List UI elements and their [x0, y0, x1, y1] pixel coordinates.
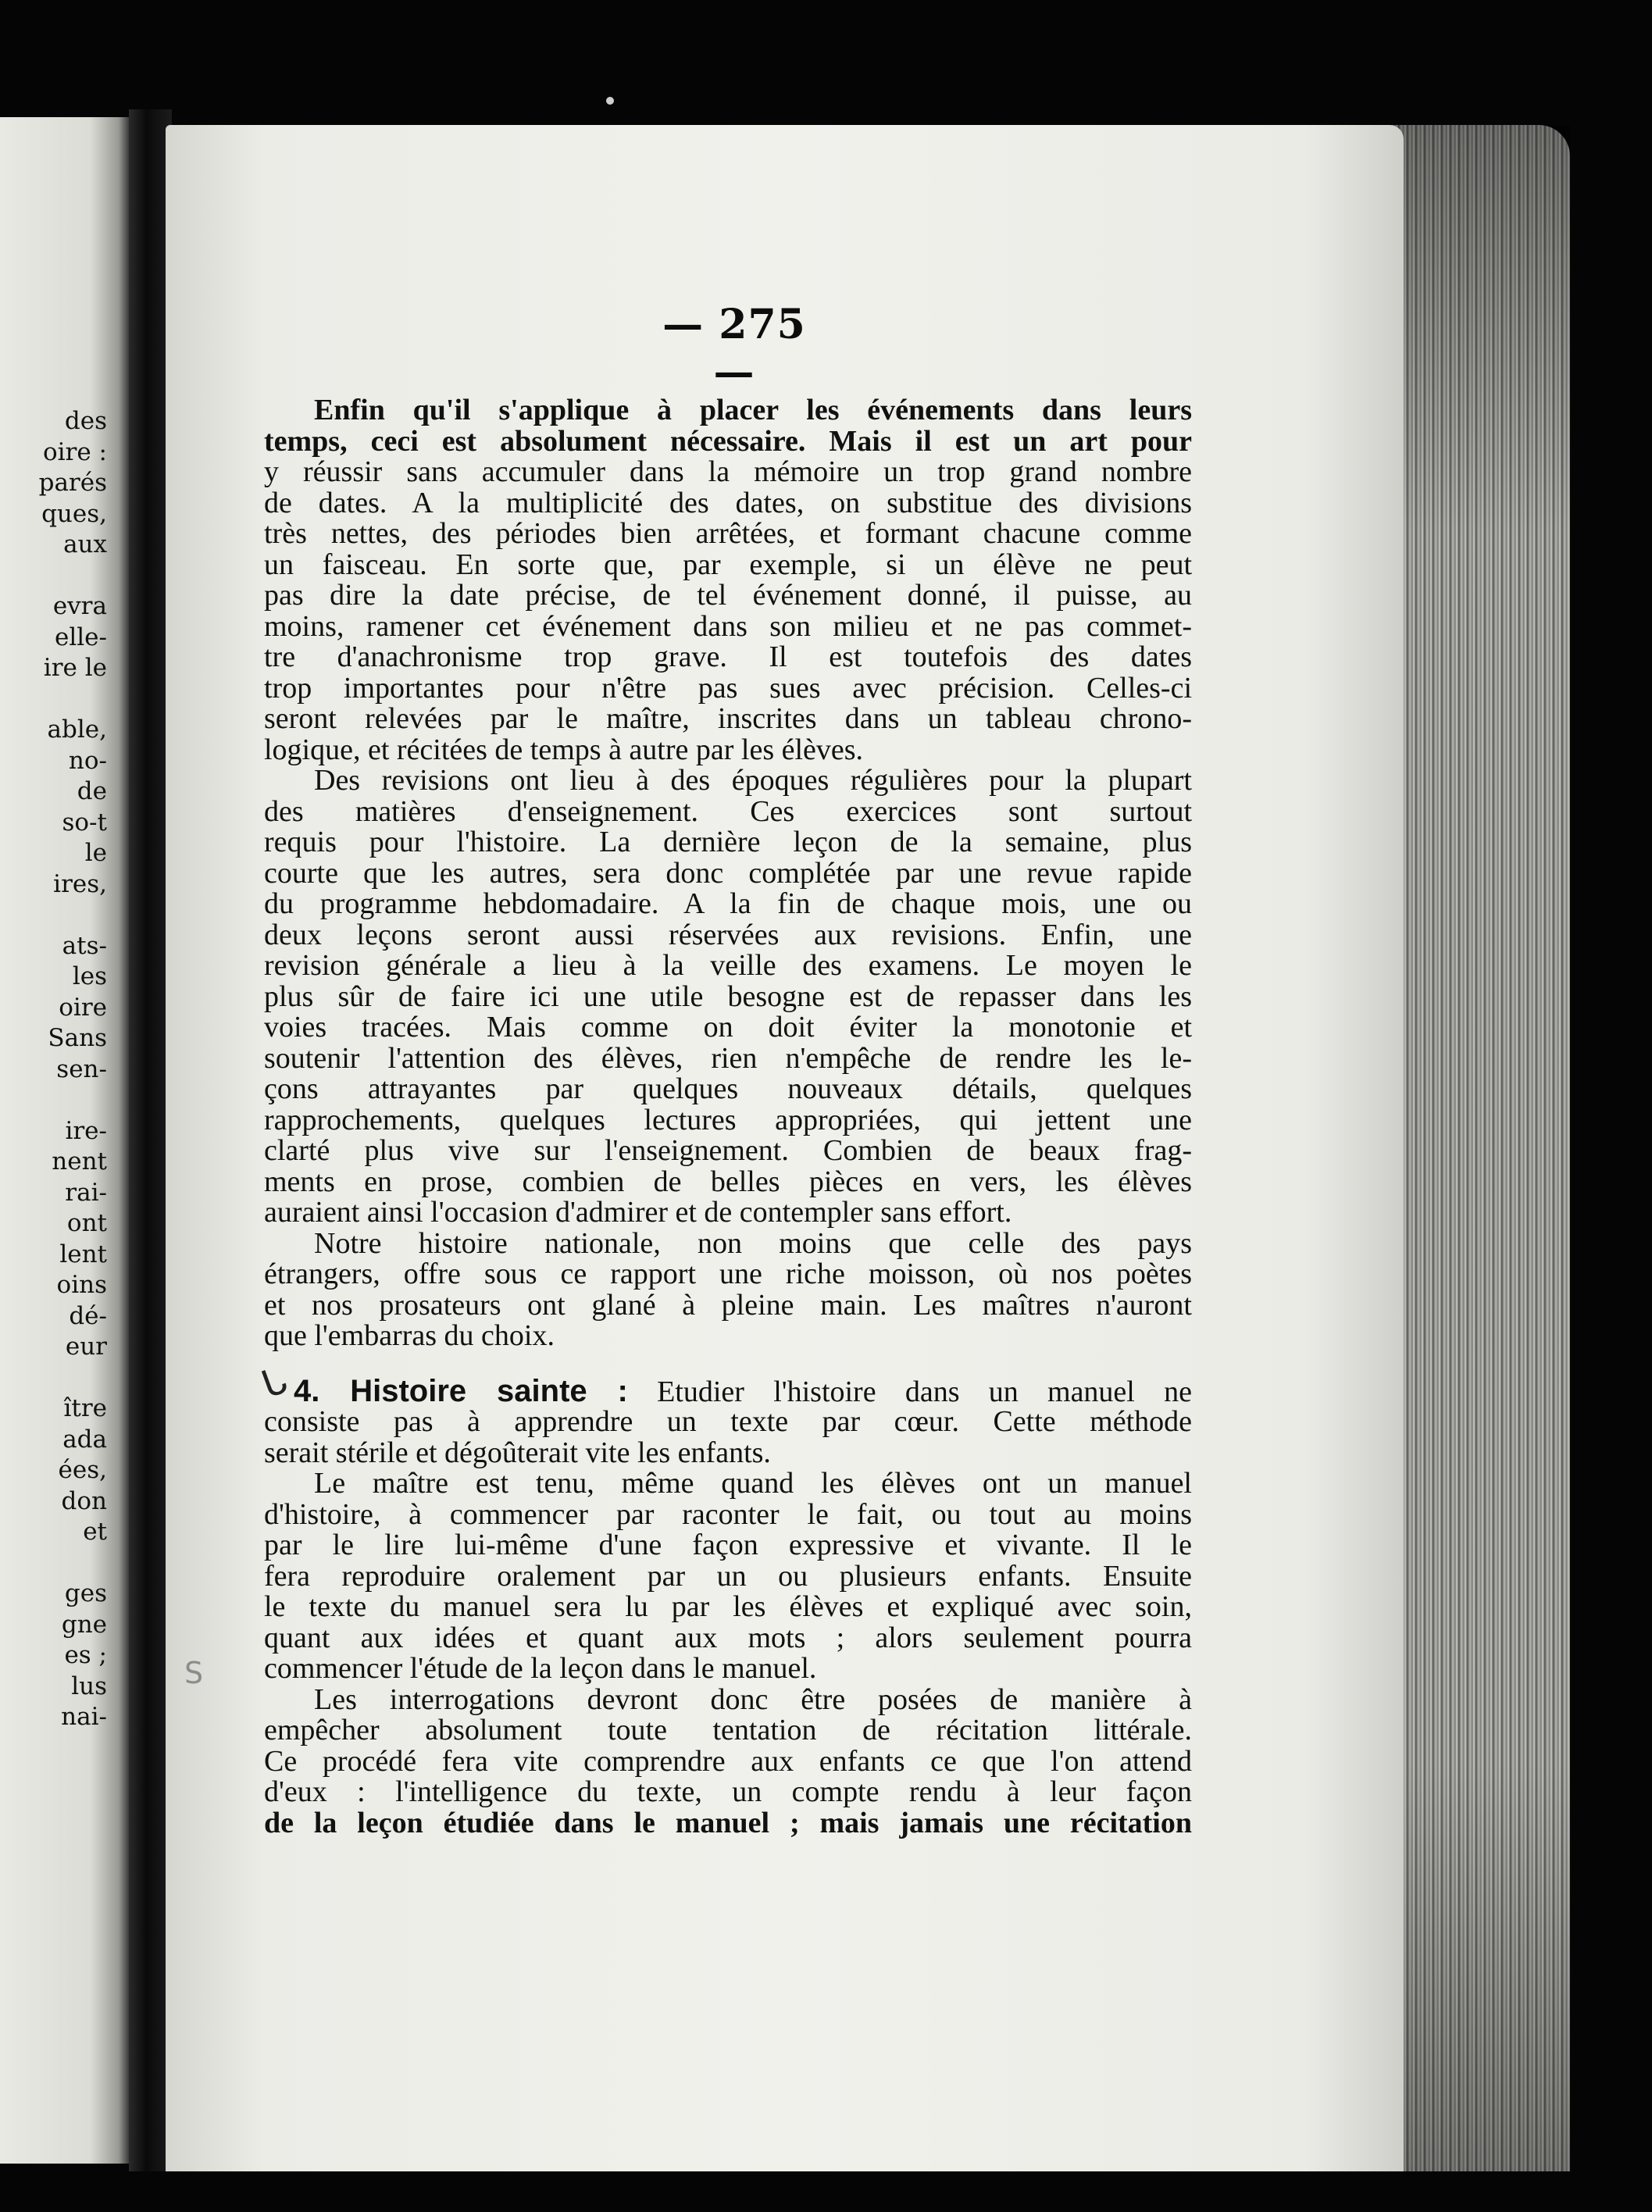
left-page-line: eur	[65, 1333, 107, 1361]
text-line: Des revisions ont lieu à des époques régulières pour la plupart	[314, 764, 1192, 797]
left-page-line: des	[64, 407, 107, 435]
left-page-line: ada	[62, 1425, 107, 1454]
text-line: consiste pas à apprendre un texte par cœur. Cette méthode	[264, 1405, 1192, 1438]
text-line: très nettes, des périodes bien arrêtées, et formant chacune comme	[264, 517, 1192, 550]
left-page-line: es ;	[64, 1641, 107, 1669]
pencil-mark: S	[184, 1656, 204, 1690]
text-line: seront relevées par le maître, inscrites dans un tableau chrono-	[264, 702, 1192, 735]
text-line: et nos prosateurs ont glané à pleine main. Les maîtres n'auront	[264, 1288, 1192, 1322]
left-page-line	[39, 900, 107, 931]
left-page-line: ées,	[58, 1456, 107, 1484]
left-page-line: gne	[61, 1610, 107, 1639]
left-page-line: ire le	[43, 654, 107, 682]
text-line: deux leçons seront aussi réservées aux revisions. Enfin, une	[264, 918, 1192, 951]
text-line: empêcher absolument toute tentation de récitation littérale.	[264, 1714, 1192, 1746]
text-line: voies tracées. Mais comme on doit éviter la monotonie et	[264, 1011, 1192, 1044]
text-line: tre d'anachronisme trop grave. Il est toutefois des dates	[264, 640, 1192, 673]
left-page-line	[39, 1085, 107, 1116]
left-page-line: ont	[66, 1209, 107, 1237]
text-line: trop importantes pour n'être pas sues avec précision. Celles-ci	[264, 671, 1192, 705]
text-line: de la leçon étudiée dans le manuel ; mais jamais une récitation	[264, 1806, 1192, 1839]
text-line: d'histoire, à commencer par raconter le fait, ou tout au moins	[264, 1497, 1192, 1531]
text-line: du programme hebdomadaire. A la fin de chaque mois, une ou	[264, 887, 1192, 920]
left-page-line: ges	[64, 1579, 107, 1607]
text-line: courte que les autres, sera donc complétée par une revue rapide	[264, 856, 1192, 890]
text-line: des matières d'enseignement. Ces exercices sont surtout	[264, 794, 1192, 828]
text-line: plus sûr de faire ici une utile besogne est de repasser dans les	[264, 979, 1192, 1013]
left-page-line: parés	[38, 469, 107, 497]
left-page-line: sen-	[56, 1054, 107, 1083]
text-line: rapprochements, quelques lectures appropriées, qui jettent une	[264, 1103, 1192, 1136]
left-page-line: elle-	[55, 623, 107, 651]
left-page-line: no-	[68, 746, 107, 775]
text-line: serait stérile et dégoûterait vite les enfants.	[264, 1436, 771, 1469]
text-line: quant aux idées et quant aux mots ; alors seulement pourra	[264, 1621, 1192, 1654]
left-page-line: Sans	[48, 1024, 107, 1052]
text-line: étrangers, offre sous ce rapport une riche moisson, où nos poètes	[264, 1258, 1192, 1290]
left-page-line: nai-	[61, 1703, 107, 1731]
left-page-line: able,	[47, 715, 107, 744]
left-page-line	[39, 1548, 107, 1579]
left-page-line: les	[72, 962, 107, 990]
page-body-text	[264, 395, 1192, 1839]
text-line: y réussir sans accumuler dans la mémoire un trop grand nombre	[264, 455, 1192, 488]
left-page-line: dé-	[69, 1301, 107, 1330]
text-line: temps, ceci est absolument nécessaire. Mais il est un art pour	[264, 424, 1192, 458]
text-line: soutenir l'attention des élèves, rien n'empêche de rendre les le-	[264, 1041, 1192, 1075]
left-page-line: lus	[71, 1671, 107, 1700]
section-heading-line	[264, 1373, 1192, 1408]
left-page-line: rai-	[65, 1178, 107, 1207]
left-page-line: ître	[63, 1394, 107, 1422]
text-line: logique, et récitées de temps à autre par les élèves.	[264, 733, 864, 766]
left-page-line: so-t	[62, 808, 107, 837]
left-page-line: le	[84, 839, 107, 867]
text-line: auraient ainsi l'occasion d'admirer et de contempler sans effort.	[264, 1196, 1012, 1229]
text-line: le texte du manuel sera lu par les élèves et expliqué avec soin,	[264, 1590, 1192, 1623]
left-page-line: don	[61, 1486, 107, 1515]
left-page-line: nent	[52, 1147, 107, 1176]
left-page-line: lent	[59, 1240, 107, 1268]
text-line: Les interrogations devront donc être posées de manière à	[314, 1682, 1192, 1716]
text-line: fera reproduire oralement par un ou plusieurs enfants. Ensuite	[264, 1559, 1192, 1593]
left-page-text-fragments	[39, 406, 107, 1733]
text-line: moins, ramener cet événement dans son milieu et ne pas commet-	[264, 609, 1192, 643]
dust-speck	[606, 97, 614, 105]
left-page-line: et	[83, 1518, 107, 1546]
left-page-line: ire-	[65, 1116, 107, 1145]
left-page-line: aux	[63, 530, 107, 558]
page-number: — 275 —	[662, 301, 806, 396]
text-line: requis pour l'histoire. La dernière leçon de la semaine, plus	[264, 826, 1192, 858]
section-heading: 4. Histoire sainte :	[294, 1373, 628, 1408]
text-line: de dates. A la multiplicité des dates, on substitue des divisions	[264, 486, 1192, 519]
left-page-line	[39, 561, 107, 592]
left-page-line: oire	[59, 993, 107, 1022]
text-line: d'eux : l'intelligence du texte, un compte rendu à leur façon	[264, 1775, 1192, 1808]
text-line: Enfin qu'il s'applique à placer les événements dans leurs	[314, 394, 1192, 426]
left-page-line: oins	[56, 1271, 107, 1299]
section-heading-continuation: Etudier l'histoire dans un manuel ne	[627, 1375, 1192, 1408]
text-line: un faisceau. En sorte que, par exemple, si un élève ne peut	[264, 548, 1192, 581]
left-page-line: ques,	[41, 499, 107, 528]
text-line: revision générale a lieu à la veille des examens. Le moyen le	[264, 949, 1192, 982]
text-line: que l'embarras du choix.	[264, 1319, 555, 1352]
left-page-line: ires,	[53, 869, 107, 898]
text-line: Notre histoire nationale, non moins que celle des pays	[314, 1226, 1192, 1260]
handwritten-check-mark: ᒐ	[255, 1358, 293, 1407]
text-line: ments en prose, combien de belles pièces en vers, les élèves	[264, 1165, 1192, 1198]
text-line: commencer l'étude de la leçon dans le manuel.	[264, 1652, 817, 1685]
text-line: pas dire la date précise, de tel événement donné, il puisse, au	[264, 579, 1192, 612]
left-page-line: de	[77, 777, 107, 805]
left-page-line: evra	[52, 592, 107, 620]
facing-left-page	[0, 117, 129, 2164]
text-line: clarté plus vive sur l'enseignement. Combien de beaux frag-	[264, 1134, 1192, 1167]
left-page-line: oire :	[42, 437, 107, 466]
text-line: Le maître est tenu, même quand les élèves ont un manuel	[314, 1467, 1192, 1500]
text-line: par le lire lui-même d'une façon expressive et vivante. Il le	[264, 1529, 1192, 1561]
left-page-line	[39, 1363, 107, 1394]
text-line: çons attrayantes par quelques nouveaux détails, quelques	[264, 1072, 1192, 1105]
left-page-line: ats-	[62, 931, 107, 960]
text-line: Ce procédé fera vite comprendre aux enfants ce que l'on attend	[264, 1744, 1192, 1778]
left-page-line	[39, 684, 107, 715]
